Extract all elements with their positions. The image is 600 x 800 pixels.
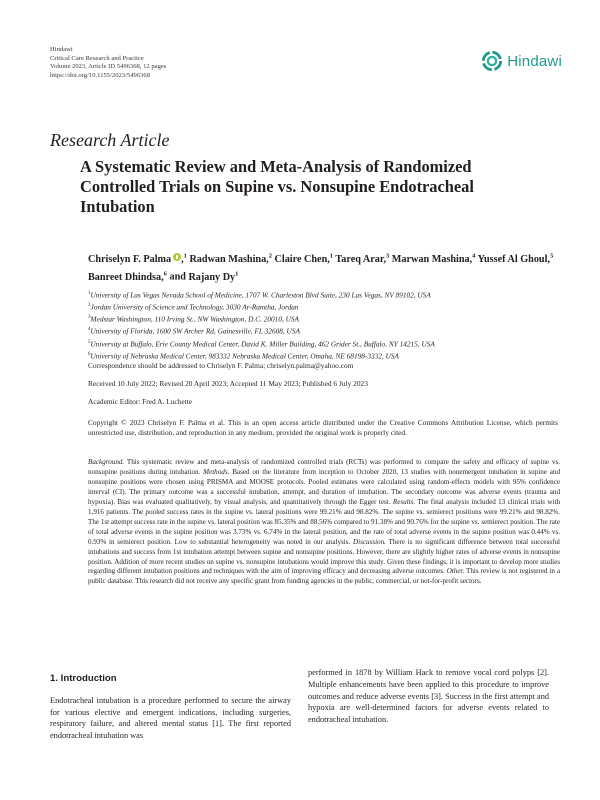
author-list: Chriselyn F. Palma ,$^1$ Radwan Mashina,$^2$ Claire Chen,$^1$ Tareq Arar,$^3$ Marwan Mashina,$^4$ Yussef Al Ghoul,$^5$ Banreet Dhindsa,$^6$ and Rajany Dy$^1$ — [88, 253, 554, 283]
publication-dates: Received 10 July 2022; Revised 20 April 2023; Accepted 11 May 2023; Published 6 July 2023 — [88, 379, 368, 388]
abstract-label-discussion: Discussion. — [353, 537, 386, 546]
copyright-notice: Copyright © 2023 Chriselyn F. Palma et al. This is an open access article distributed under the Creative Commons Attribution License, which permits unrestricted use, distribution, and reproduction in any medium, provided the original work is properly cited. — [88, 418, 558, 437]
affiliation-item: $^1$University of Las Vegas Nevada School of Medicine, 1707 W. Charleston Blvd Suite, 230 Las Vegas, NV 89102, USA — [88, 290, 431, 300]
affiliation-item: $^6$University of Nebraska Medical Center, 983332 Nebraska Medical Center, Omaha, NE 68198-3332, USA — [88, 351, 399, 361]
logo-text: Hindawi — [507, 52, 562, 70]
doi-link[interactable]: https://doi.org/10.1155/2023/5496368 — [50, 71, 151, 79]
abstract-label-results: Results. — [392, 497, 416, 506]
intro-right-column — [308, 667, 549, 726]
author[interactable]: Marwan Mashina,$^4$ — [391, 253, 476, 266]
orcid-icon[interactable] — [173, 253, 181, 261]
intro-left-column — [50, 673, 291, 742]
author[interactable]: Yussef Al Ghoul,$^5$ — [477, 253, 554, 266]
volume-info: Volume 2023, Article ID 5496368, 12 pages — [50, 63, 167, 71]
academic-editor: Academic Editor: Fred A. Luchette — [88, 397, 193, 406]
affiliation-item: $^2$Jordan University of Science and Technology, 3030 Ar-Ramtha, Jordan — [88, 302, 299, 312]
author[interactable]: Rajany Dy$^1$ — [188, 270, 239, 283]
hindawi-logo-icon — [481, 50, 503, 72]
intro-paragraph: Endotracheal intubation is a procedure performed to secure the airway for various elective and emergent indications, including surgeries, respiratory failure, and altered mental status [1]. The first reported endotracheal intubation was — [50, 695, 291, 741]
author[interactable]: Banreet Dhindsa,$^6$ — [88, 270, 167, 283]
abstract-label-methods: Methods. — [203, 467, 230, 476]
affiliation-item: $^4$University of Florida, 1600 SW Archer Rd, Gainesville, FL 32608, USA — [88, 326, 300, 336]
journal-name: Critical Care Research and Practice — [50, 54, 144, 62]
author[interactable]: Tareq Arar,$^3$ — [335, 253, 390, 266]
abstract-label-background: Background. — [88, 458, 125, 466]
affiliation-item: $^3$Medstar Washington, 110 Irving St., NW Washington, D.C. 20010, USA — [88, 314, 300, 324]
publisher-logo[interactable] — [481, 50, 562, 72]
affiliation-item: $^5$University at Buffalo, Erie County Medical Center, David K. Miller Building, 462 Grider St., Buffalo, NY 14215, USA — [88, 338, 435, 348]
journal-masthead — [50, 46, 270, 80]
section-heading: 1. Introduction — [50, 673, 117, 684]
author[interactable]: Claire Chen,$^1$ — [274, 253, 334, 266]
author[interactable]: Radwan Mashina,$^2$ — [189, 253, 272, 266]
author[interactable]: Chriselyn F. Palma ,$^1$ — [88, 253, 187, 266]
intro-paragraph-continued: performed in 1878 by William Hack to remove vocal cord polyps [2]. Multiple enhancements have been applied to this procedure to improve outcomes and reduce adverse events [3]. Success in the first attempt and hypoxia are well-determined factors for adverse events related to endotracheal intubation. — [308, 668, 549, 725]
publisher-name: Hindawi — [50, 46, 73, 53]
article-type: Research Article — [50, 130, 170, 150]
affiliations — [88, 289, 558, 362]
article-title: A Systematic Review and Meta-Analysis of Randomized Controlled Trials on Supine vs. Nonsupine Endotracheal Intubation — [80, 157, 474, 216]
abstract: Background. This systematic review and meta-analysis of randomized controlled trials (RCTs) was performed to compare the safety and efficacy of supine vs. nonsupine positions during intubation. Methods. Based on the literature from inception to October 2020, 13 studies with nonemergent intubation in supine and nonsupine positions were chosen using PRISMA and MOOSE protocols. Pooled estimates were calculated using random-effects models with 95% confidence interval (CI). The primary outcome was a successful intubation, attempt, and duration of intubation. The secondary outcome was adverse events (trauma and hypoxia). Bias was evaluated qualitatively, by visual analysis, and quantitatively through the Egger test. Results. The final analysis included 13 clinical trials with 1,916 patients. The pooled success rates in the supine vs. lateral positions were 99.21% and 98.82%. The supine vs. semierect positions were 99.21% and 98.82%. The 1st attempt success rate in the supine vs. lateral position was 85.35% and 88.56% compared to 91.38% and 90.76% for the supine vs. semierect position. The rate of total adverse events in the supine position was 3.73% vs. 6.74% in the lateral position, and the rate of total adverse events in the supine position was 0.44% vs. 0.93% in semierect position. Low to substantial heterogeneity was noted in our analysis. Discussion. There is no significant difference between total successful intubations and success from 1st intubation attempt between supine and nonsupine positions. However, there are slightly higher rates of adverse events in nonsupine position. Addition of more recent studies on supine vs. nonsupine intubations would improve this study. Given these findings, it is important to develop more studies regarding different intubation positions and techniques with the aim of improving efficacy and decreasing adverse outcomes. Other. This review is not registered in a public database. This research did not receive any specific grant from funding agencies in the public, commercial, or not-for-profit sectors. — [88, 458, 561, 586]
correspondence-note: Correspondence should be addressed to Chriselyn F. Palma; chriselyn.palma@yahoo.com — [88, 361, 354, 370]
abstract-label-other: Other. — [446, 567, 465, 576]
